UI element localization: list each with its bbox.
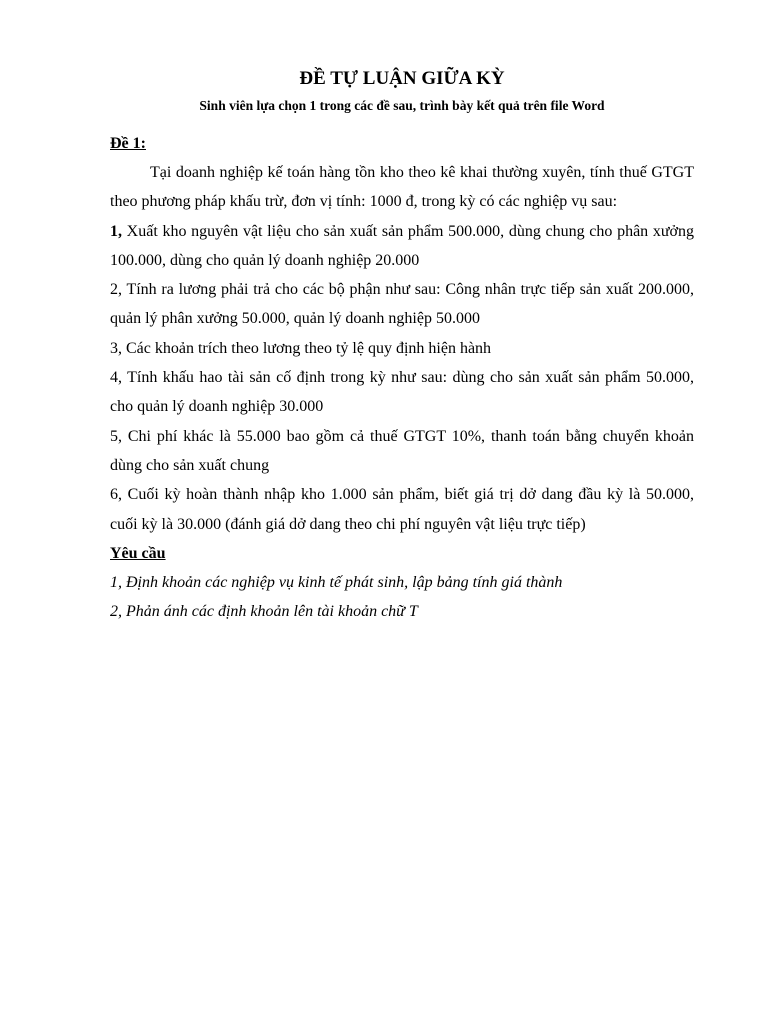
transaction-text: Các khoản trích theo lương theo tỷ lệ quy định hiện hành <box>122 339 492 357</box>
transaction-item <box>110 275 694 334</box>
transaction-text: Xuất kho nguyên vật liệu cho sản xuất sản phẩm 500.000, dùng chung cho phân xưởng 100.000, dùng cho quản lý doanh nghiệp 20.000 <box>110 222 694 269</box>
transaction-number: 2, <box>110 281 122 299</box>
intro-paragraph: Tại doanh nghiệp kế toán hàng tồn kho theo kê khai thường xuyên, tính thuế GTGT theo phương pháp khấu trừ, đơn vị tính: 1000 đ, trong kỳ có các nghiệp vụ sau: <box>110 164 694 211</box>
transaction-list <box>110 217 694 539</box>
transaction-item <box>110 422 694 481</box>
requirement-item: 1, Định khoản các nghiệp vụ kinh tế phát sinh, lập bảng tính giá thành <box>110 574 563 592</box>
transaction-number: 4, <box>110 369 122 387</box>
transaction-number: 1, <box>110 222 122 240</box>
transaction-number: 5, <box>110 427 122 445</box>
transaction-item <box>110 217 694 276</box>
transaction-item <box>110 363 694 422</box>
exercise-label: Đề 1: <box>110 135 146 152</box>
transaction-text: Tính ra lương phải trả cho các bộ phận như sau: Công nhân trực tiếp sản xuất 200.000, quản lý phân xưởng 50.000, quản lý doanh nghiệp 50.000 <box>110 281 694 328</box>
document-subtitle: Sinh viên lựa chọn 1 trong các đề sau, trình bày kết quả trên file Word <box>199 98 605 113</box>
document-title: ĐỀ TỰ LUẬN GIỮA KỲ <box>299 68 505 89</box>
transaction-text: Cuối kỳ hoàn thành nhập kho 1.000 sản phẩm, biết giá trị dở dang đầu kỳ là 50.000, cuối kỳ là 30.000 (đánh giá dở dang theo chi phí nguyên vật liệu trực tiếp) <box>110 486 694 533</box>
transaction-number: 3, <box>110 339 122 357</box>
document-page <box>110 62 694 627</box>
transaction-text: Chi phí khác là 55.000 bao gồm cả thuế GTGT 10%, thanh toán bằng chuyển khoản dùng cho sản xuất chung <box>110 427 694 474</box>
transaction-item <box>110 480 694 539</box>
transaction-number: 6, <box>110 486 122 504</box>
transaction-item <box>110 334 694 363</box>
transaction-text: Tính khấu hao tài sản cố định trong kỳ như sau: dùng cho sản xuất sản phẩm 50.000, cho quản lý doanh nghiệp 30.000 <box>110 369 694 416</box>
requirement-item: 2, Phản ánh các định khoản lên tài khoản chữ T <box>110 603 418 621</box>
requirements-heading: Yêu cầu <box>110 544 166 562</box>
